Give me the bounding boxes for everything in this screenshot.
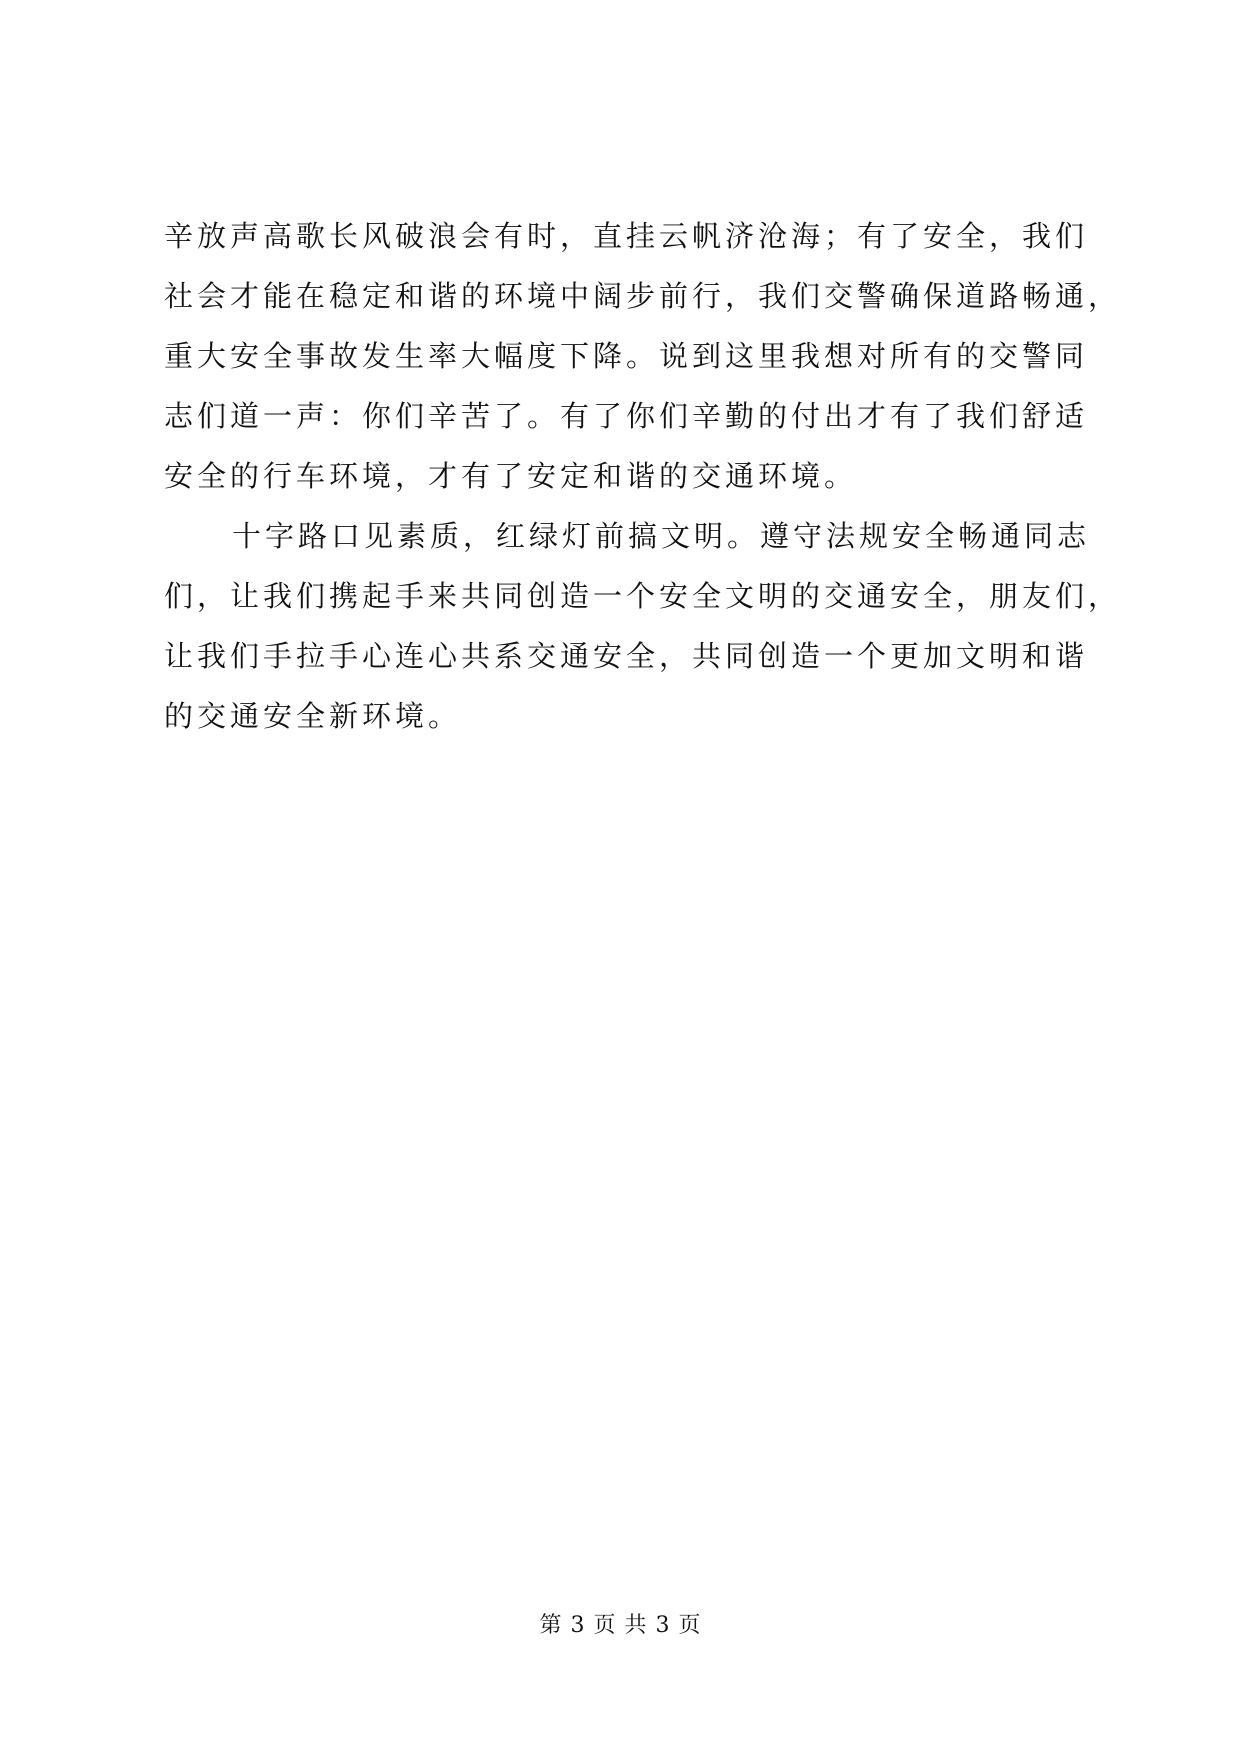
text-line: 重大安全事故发生率大幅度下降。说到这里我想对所有的交警同 <box>164 339 1089 373</box>
text-line: 辛放声高歌长风破浪会有时，直挂云帆济沧海；有了安全，我们 <box>164 219 1089 253</box>
text-line: 的交通安全新环境。 <box>164 699 462 733</box>
paragraph-first-line: 十字路口见素质，红绿灯前搞文明。遵守法规安全畅通同志 <box>232 519 1091 553</box>
text-line: 社会才能在稳定和谐的环境中阔步前行，我们交警确保道路畅通， <box>164 279 1122 313</box>
text-line: 安全的行车环境，才有了安定和谐的交通环境。 <box>164 459 858 493</box>
text-line: 志们道一声：你们辛苦了。有了你们辛勤的付出才有了我们舒适 <box>164 399 1089 433</box>
text-line: 们，让我们携起手来共同创造一个安全文明的交通安全，朋友们， <box>164 579 1122 613</box>
page-number-footer: 第 3 页 共 3 页 <box>539 1613 702 1638</box>
document-body <box>164 206 1124 746</box>
text-line: 让我们手拉手心连心共系交通安全，共同创造一个更加文明和谐 <box>164 639 1089 673</box>
